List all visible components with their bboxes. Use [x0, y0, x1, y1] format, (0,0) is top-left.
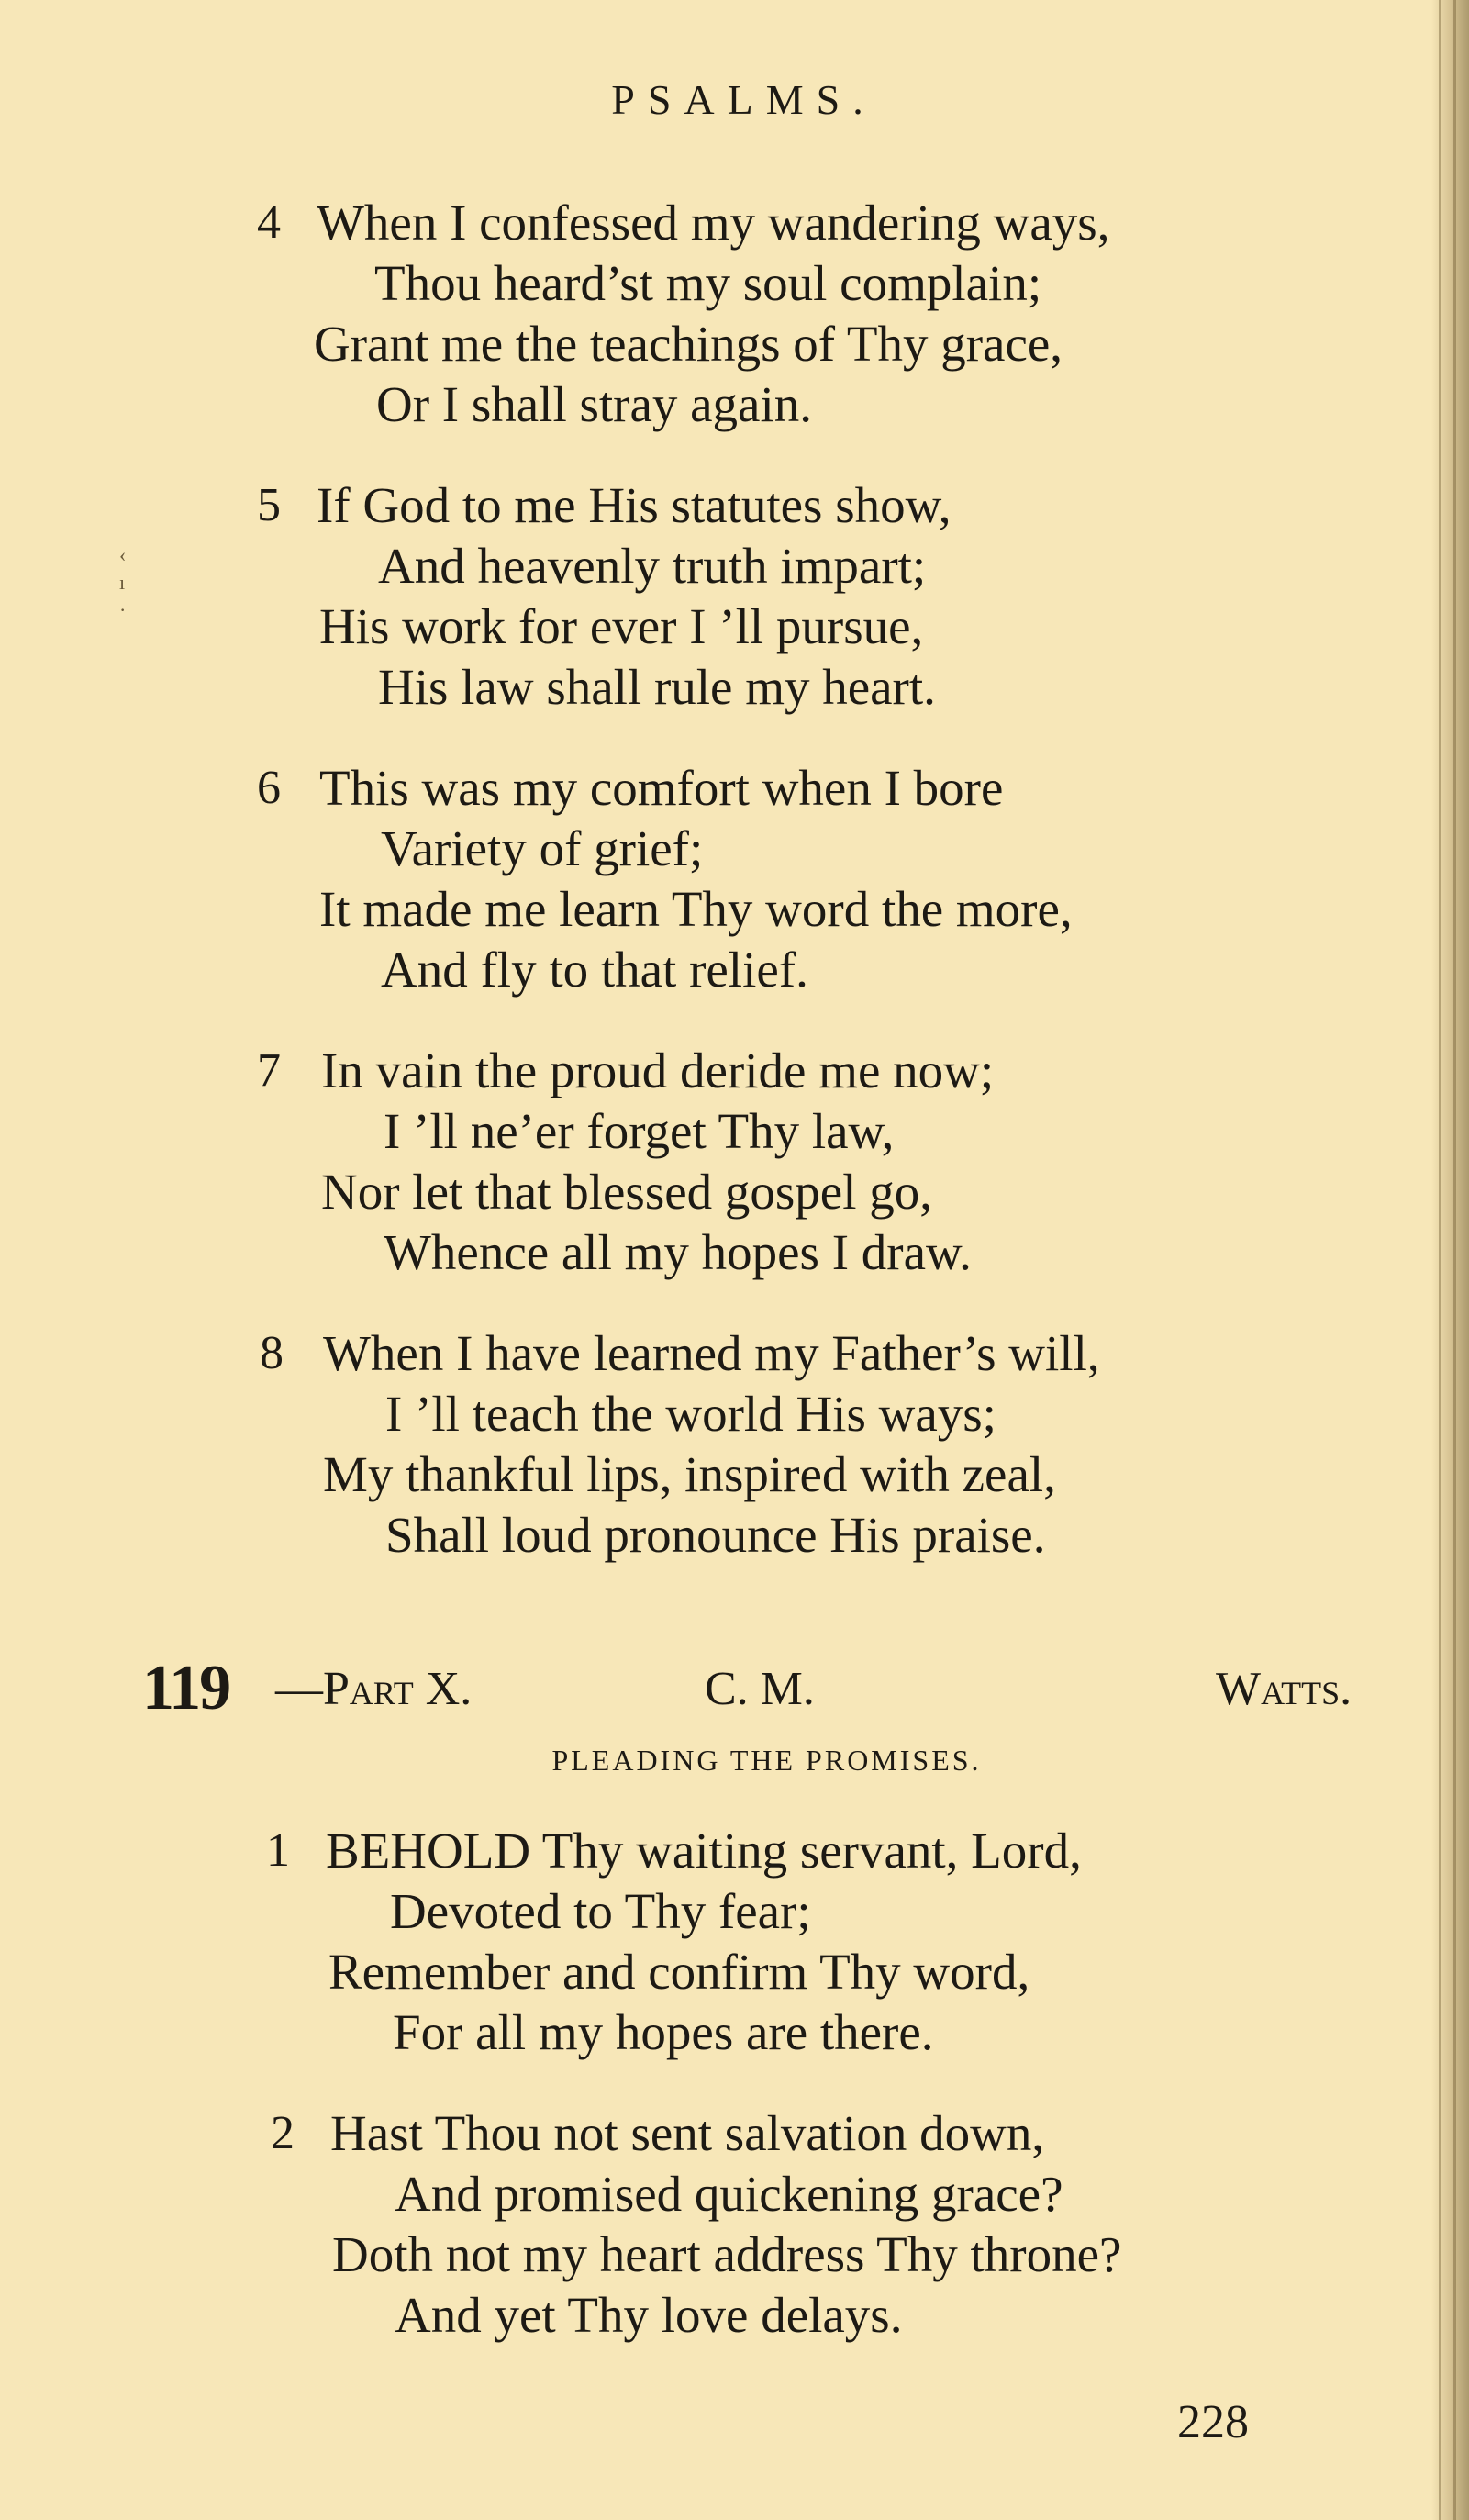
verse-line: Devoted to Thy fear; [390, 1883, 811, 1939]
verse-line: For all my hopes are there. [393, 2004, 934, 2060]
hymn-heading [0, 1652, 1469, 1725]
hymn-number: 119 [142, 1653, 230, 1723]
verse-line: His work for ever I ’ll pursue, [319, 598, 924, 654]
page-edge-line [1453, 0, 1456, 2520]
verse-line: And yet Thy love delays. [395, 2287, 903, 2343]
verse-line: When I have learned my Father’s will, [323, 1325, 1100, 1381]
verse-line: Shall loud pronounce His praise. [385, 1507, 1046, 1563]
page-number: 228 [1177, 2396, 1249, 2448]
verse-line: Whence all my hopes I draw. [384, 1224, 972, 1280]
verse-line: Remember and confirm Thy word, [328, 1944, 1030, 2000]
verse-line: When I confessed my wandering ways, [317, 195, 1110, 251]
verse-line: I ’ll teach the world His ways; [385, 1386, 996, 1442]
page-edge-line [1439, 0, 1441, 2520]
verse-line: This was my comfort when I bore [319, 760, 1004, 816]
verse-line: I ’ll ne’er forget Thy law, [384, 1103, 895, 1159]
verse-line: Or I shall stray again. [376, 376, 812, 432]
verse-line: And promised quickening grace? [395, 2166, 1063, 2222]
running-header: PSALMS. [611, 76, 876, 123]
verse-line: Variety of grief; [381, 820, 704, 876]
verse-line: Hast Thou not sent salvation down, [330, 2105, 1045, 2161]
verse-line: BEHOLD Thy waiting servant, Lord, [326, 1823, 1082, 1879]
verse-line: Nor let that blessed gospel go, [321, 1164, 932, 1220]
verse-line: His law shall rule my heart. [378, 659, 936, 715]
verse-line: If God to me His statutes show, [317, 477, 952, 533]
verse-number: 4 [257, 196, 281, 249]
verse-number: 6 [257, 762, 281, 814]
hymn-meter: C. M. [705, 1663, 815, 1715]
margin-mark: ‹ ı · [119, 543, 127, 621]
hymn-part: —Part X. [275, 1663, 473, 1715]
verse-number: 7 [257, 1044, 281, 1097]
hymn-subtitle: PLEADING THE PROMISES. [551, 1744, 982, 1777]
verse-line: And fly to that relief. [381, 942, 808, 998]
verse-line: And heavenly truth impart; [378, 538, 927, 594]
verse-number: 8 [260, 1327, 284, 1379]
verse-line: My thankful lips, inspired with zeal, [323, 1446, 1056, 1502]
verse-line: It made me learn Thy word the more, [319, 881, 1073, 937]
hymn-author: Watts. [1216, 1663, 1352, 1715]
verse-number: 2 [271, 2107, 295, 2159]
verse-number: 5 [257, 479, 281, 531]
verse-line: Thou heard’st my soul complain; [374, 255, 1042, 311]
verse-line: Doth not my heart address Thy throne? [332, 2226, 1122, 2282]
verse-line: In vain the proud deride me now; [321, 1043, 995, 1098]
verse-number: 1 [266, 1824, 290, 1877]
verse-line: Grant me the teachings of Thy grace, [314, 316, 1063, 372]
